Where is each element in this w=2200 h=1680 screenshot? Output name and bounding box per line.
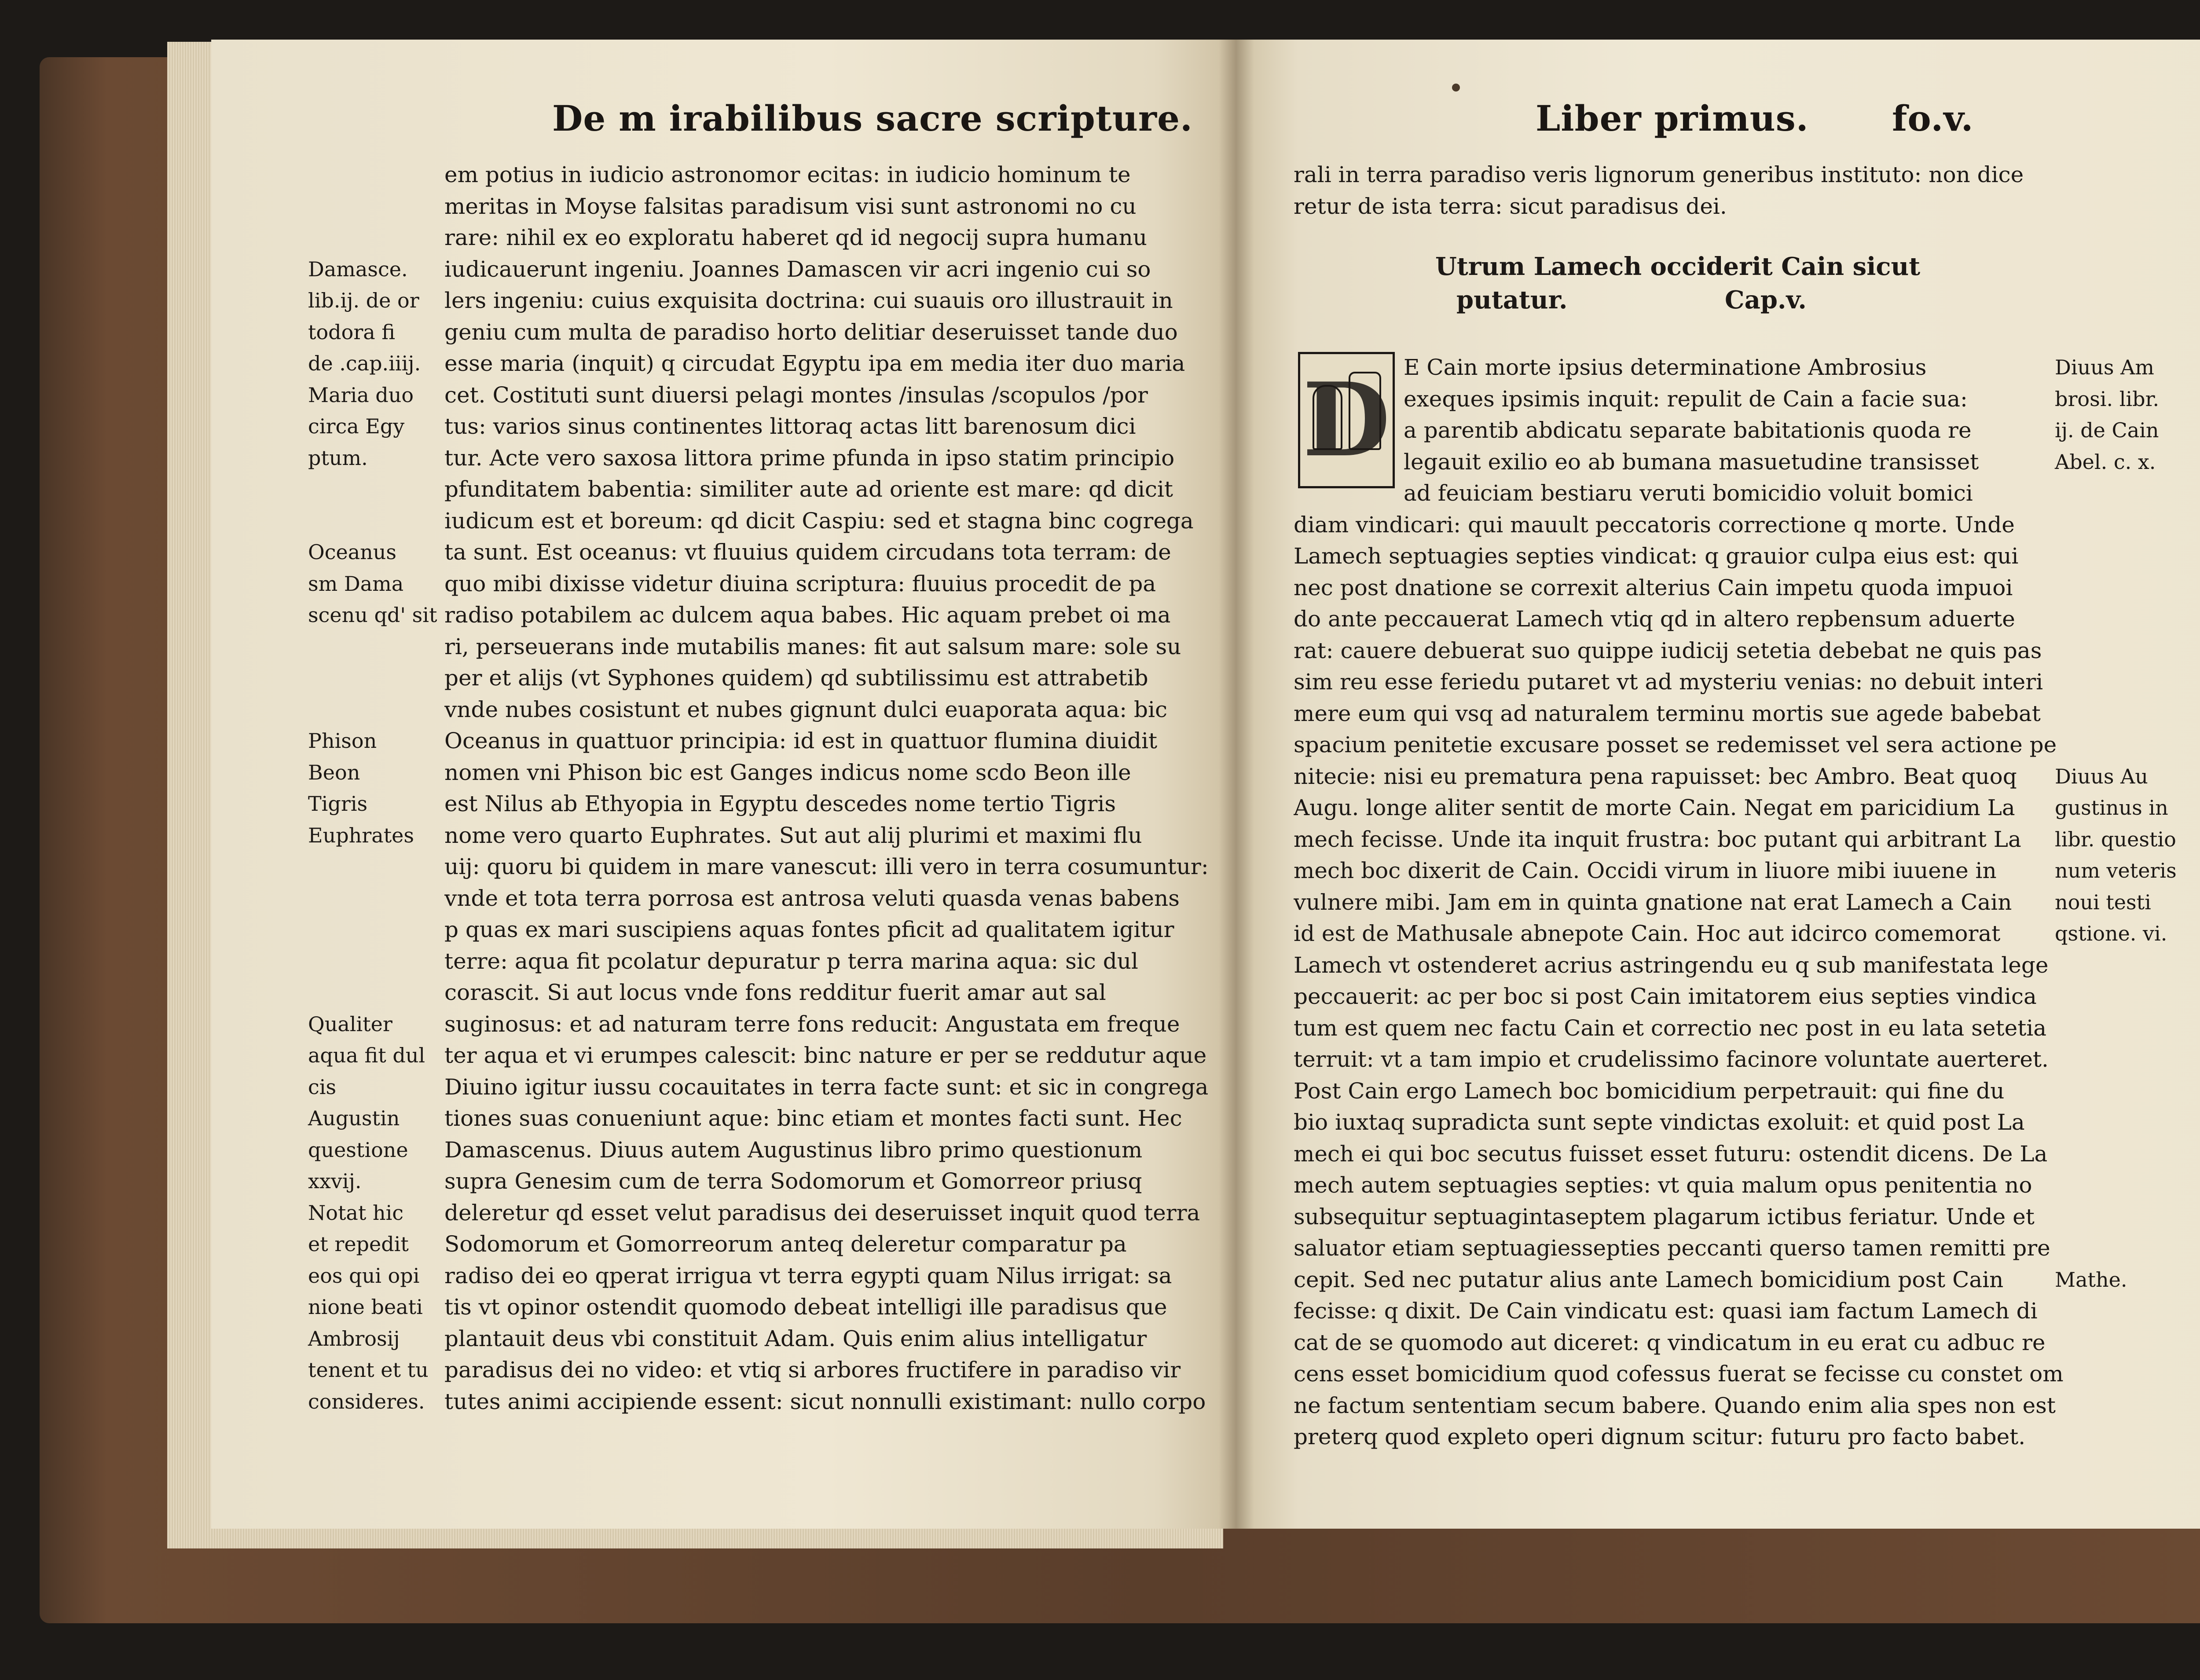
margin-note-line: todora fi: [308, 320, 396, 344]
margin-note-line: ptum.: [308, 446, 368, 470]
body-line: nec post dnatione se correxit alterius Cain impetu quoda impuoi: [1294, 575, 2013, 600]
margin-note-line: lib.ij. de or: [308, 289, 419, 312]
margin-note-line: de .cap.iiij.: [308, 351, 421, 375]
body-line: quo mibi dixisse videtur diuina scriptura: fluuius procedit de pa: [444, 571, 1156, 597]
margin-note: [308, 1009, 429, 1418]
right-top-text: [1294, 159, 2024, 222]
body-line: meritas in Moyse falsitas paradisum visi sunt astronomi no cu: [444, 193, 1137, 219]
body-line: suginosus: et ad naturam terre fons reducit: Angustata em freque: [444, 1011, 1180, 1037]
body-line: esse maria (inquit) q circudat Egyptu ipa em media iter duo maria: [444, 351, 1185, 376]
body-line: Lamech septuagies septies vindicat: q grauior culpa eius est: qui: [1294, 543, 2019, 569]
margin-note-line: noui testi: [2055, 890, 2151, 914]
margin-note-line: ij. de Cain: [2055, 418, 2159, 442]
body-line: exeques ipsimis inquit: repulit de Cain a facie sua:: [1404, 386, 1968, 412]
folio-number: fo.v.: [1892, 98, 1974, 139]
body-line: mech autem septuagies septies: vt quia malum opus penitentia no: [1294, 1172, 2032, 1198]
margin-note-line: consideres.: [308, 1389, 425, 1413]
body-line: preterq quod expleto operi dignum scitur: futuru pro facto babet.: [1294, 1424, 2026, 1449]
margin-note: [2055, 352, 2159, 478]
margin-note-line: Notat hic: [308, 1201, 404, 1225]
body-line: plantauit deus vbi constituit Adam. Quis enim alius intelligatur: [444, 1325, 1147, 1351]
body-line: bio iuxtaq supradicta sunt septe vindictas exoluit: et quid post La: [1294, 1109, 2025, 1135]
margin-note: [308, 725, 414, 851]
margin-note-line: Damasce.: [308, 257, 408, 281]
body-line: vnde et tota terra porrosa est antrosa veluti quasda venas babens: [444, 885, 1180, 911]
margin-note: [2055, 761, 2177, 950]
margin-note-line: Qualiter: [308, 1012, 392, 1036]
body-line: iudicauerunt ingeniu. Joannes Damascen vir acri ingenio cui so: [444, 256, 1151, 282]
margin-note-line: xxvij.: [308, 1169, 362, 1193]
body-line: subsequitur septuagintaseptem plagarum ictibus feriatur. Unde et: [1294, 1204, 2035, 1230]
margin-note-line: Euphrates: [308, 823, 414, 847]
margin-note-line: Augustin: [308, 1106, 400, 1130]
pin-mark: [1452, 84, 1460, 92]
body-line: tis vt opinor ostendit quomodo debeat intelligi ille paradisus que: [444, 1294, 1167, 1320]
body-line: do ante peccauerat Lamech vtiq qd in altero repbensum aduerte: [1294, 606, 2015, 632]
body-line: radiso potabilem ac dulcem aqua babes. Hic aquam prebet oi ma: [444, 602, 1171, 628]
initial-letter: D: [1302, 361, 1390, 479]
body-line: corascit. Si aut locus vnde fons redditur fuerit amar aut sal: [444, 980, 1106, 1005]
body-line: rali in terra paradiso veris lignorum generibus instituto: non dice: [1294, 162, 2024, 187]
body-line: mech boc dixerit de Cain. Occidi virum in liuore mibi iuuene in: [1294, 858, 1997, 883]
body-line: ne factum sententiam secum babere. Quando enim alia spes non est: [1294, 1392, 2056, 1418]
margin-note-line: qstione. vi.: [2055, 922, 2167, 945]
book-gutter: [1219, 40, 1254, 1529]
body-line: ta sunt. Est oceanus: vt fluuius quidem circudans tota terram: de: [444, 539, 1171, 565]
body-line: Lamech vt ostenderet acrius astringendu eu q sub manifestata lege: [1294, 952, 2049, 978]
body-line: uij: quoru bi quidem in mare vanescut: illi vero in terra cosumuntur:: [444, 854, 1209, 879]
right-body-text: [1294, 352, 2064, 1453]
body-line: cet. Costituti sunt diuersi pelagi montes /insulas /scopulos /por: [444, 382, 1148, 408]
margin-note-line: Mathe.: [2055, 1267, 2127, 1292]
body-line: mere eum qui vsq ad naturalem terminu mortis sue agede babebat: [1294, 700, 2041, 726]
margin-note-line: Oceanus: [308, 540, 396, 564]
body-line: a parentib abdicatu separate babitationis quoda re: [1404, 417, 1972, 443]
chapter-heading-line-1: Utrum Lamech occiderit Cain sicut: [1435, 252, 1921, 281]
body-line: mech ei qui boc secutus fuisset esset futuru: ostendit dicens. De La: [1294, 1141, 2048, 1167]
body-line: tus: varios sinus continentes littoraq actas litt barenosum dici: [444, 414, 1136, 439]
body-line: Damascenus. Diuus autem Augustinus libro primo questionum: [444, 1137, 1143, 1163]
margin-note-line: questione: [308, 1138, 408, 1162]
body-line: rare: nihil ex eo exploratu haberet qd id negocij supra humanu: [444, 225, 1147, 250]
body-line: per et alijs (vt Syphones quidem) qd subtilissimu est attrabetib: [444, 665, 1148, 691]
margin-note-line: cis: [308, 1075, 337, 1099]
body-line: Post Cain ergo Lamech boc bomicidium perpetrauit: qui fine du: [1294, 1078, 2005, 1104]
margin-note-line: Diuus Au: [2055, 764, 2148, 788]
body-line: radiso dei eo qperat irrigua vt terra egypti quam Nilus irrigat: sa: [444, 1263, 1172, 1288]
body-line: rat: cauere debuerat suo quippe iudicij setetia debebat ne quis pas: [1294, 637, 2042, 663]
margin-note-line: num veteris: [2055, 859, 2177, 882]
margin-note-line: nione beati: [308, 1295, 423, 1319]
body-line: E Cain morte ipsius determinatione Ambrosius: [1404, 355, 1927, 380]
body-line: tutes animi accipiende essent: sicut nonnulli existimant: nullo corpo: [444, 1388, 1206, 1414]
margin-note-line: gustinus in: [2055, 796, 2168, 820]
body-line: Sodomorum et Gomorreorum anteq deleretur comparatur pa: [444, 1231, 1127, 1257]
margin-note-line: Beon: [308, 760, 360, 784]
body-line: Oceanus in quattuor principia: id est in quattuor flumina diuidit: [444, 728, 1158, 754]
margin-note-line: et repedit: [308, 1232, 409, 1256]
body-line: mech fecisse. Unde ita inquit frustra: boc putant qui arbitrant La: [1294, 826, 2021, 852]
margin-note-line: brosi. libr.: [2055, 387, 2160, 411]
body-line: cens esset bomicidium quod cofessus fuerat se fecisse cu constet om: [1294, 1361, 2064, 1387]
body-line: nitecie: nisi eu prematura pena rapuisset: bec Ambro. Beat quoq: [1294, 763, 2017, 789]
body-line: est Nilus ab Ethyopia in Egyptu descedes nome tertio Tigris: [444, 791, 1116, 816]
body-line: tiones suas conueniunt aque: binc etiam et montes facti sunt. Hec: [444, 1105, 1182, 1131]
body-line: fecisse: q dixit. De Cain vindicatu est: quasi iam factum Lamech di: [1294, 1298, 2038, 1324]
body-line: supra Genesim cum de terra Sodomorum et Gomorreor priusq: [444, 1168, 1142, 1194]
body-line: peccauerit: ac per boc si post Cain imitatorem eius septies vindica: [1294, 984, 2037, 1009]
chapter-label: Cap.v.: [1725, 285, 1807, 315]
margin-note: [308, 537, 437, 631]
body-line: em potius in iudicio astronomor ecitas: in iudicio hominum te: [444, 162, 1131, 187]
body-line: saluator etiam septuagiessepties peccanti querso tamen remitti pre: [1294, 1235, 2050, 1261]
body-line: legauit exilio eo ab bumana masuetudine transisset: [1404, 449, 1979, 475]
body-line: iudicum est et boreum: qd dicit Caspiu: sed et stagna binc cogrega: [444, 508, 1194, 534]
margin-note-line: Diuus Am: [2055, 355, 2154, 379]
body-line: sim reu esse feriedu putaret vt ad mysteriu venias: no debuit interi: [1294, 669, 2043, 695]
margin-note-line: Maria duo: [308, 383, 414, 407]
body-line: terruit: vt a tam impio et crudelissimo facinore voluntate auerteret.: [1294, 1047, 2049, 1072]
margin-note-line: Phison: [308, 729, 377, 753]
body-line: nomen vni Phison bic est Ganges indicus nome scdo Beon ille: [444, 759, 1131, 785]
margin-note-line: Ambrosij: [308, 1326, 400, 1351]
body-line: nome vero quarto Euphrates. Sut aut alij plurimi et maximi flu: [444, 822, 1142, 848]
right-running-head: Liber primus.: [1536, 98, 1809, 139]
body-line: geniu cum multa de paradiso horto delitiar deseruisset tande duo: [444, 319, 1178, 345]
body-line: ri, perseuerans inde mutabilis manes: fit aut salsum mare: sole su: [444, 633, 1181, 659]
margin-note-line: scenu qd' sit: [308, 603, 437, 627]
left-body-text: [444, 159, 1209, 1417]
margin-note-line: circa Egy: [308, 414, 405, 438]
body-line: vnde nubes cosistunt et nubes gignunt dulci euaporata aqua: bic: [444, 696, 1167, 722]
body-line: diam vindicari: qui mauult peccatoris correctione q morte. Unde: [1294, 512, 2015, 538]
body-line: cepit. Sed nec putatur alius ante Lamech bomicidium post Cain: [1294, 1266, 2004, 1292]
body-line: paradisus dei no video: et vtiq si arbores fructifere in paradiso vir: [444, 1357, 1181, 1383]
chapter-heading-line-2: putatur.: [1456, 285, 1568, 315]
body-line: tur. Acte vero saxosa littora prime pfunda in ipso statim principio: [444, 445, 1175, 471]
body-line: spacium penitetie excusare posset se redemisset vel sera actione pe: [1294, 732, 2057, 758]
margin-note: [2055, 1264, 2127, 1296]
left-running-head: De m irabilibus sacre scripture.: [552, 98, 1193, 139]
body-line: p quas ex mari suscipiens aquas fontes pficit ad qualitatem igitur: [444, 917, 1174, 942]
body-line: pfunditatem babentia: similiter aute ad oriente est mare: qd dicit: [444, 476, 1173, 502]
margin-note-line: Abel. c. x.: [2055, 450, 2156, 474]
body-line: terre: aqua fit pcolatur depuratur p terra marina aqua: sic dul: [444, 948, 1138, 974]
margin-note-line: Tigris: [308, 792, 368, 816]
body-line: id est de Mathusale abnepote Cain. Hoc aut idcirco comemorat: [1294, 921, 2001, 946]
margin-note-line: aqua fit dul: [308, 1043, 425, 1067]
body-line: Diuino igitur iussu cocauitates in terra facte sunt: et sic in congrega: [444, 1074, 1209, 1100]
margin-note-line: libr. questio: [2055, 827, 2176, 851]
body-line: ad feuiciam bestiaru veruti bomicidio voluit bomici: [1404, 480, 1973, 506]
margin-note-line: sm Dama: [308, 571, 404, 596]
body-line: lers ingeniu: cuius exquisita doctrina: cui suauis oro illustrauit in: [444, 288, 1173, 313]
margin-note-line: tenent et tu: [308, 1358, 429, 1382]
margin-note: [308, 254, 421, 474]
body-line: deleretur qd esset velut paradisus dei deseruisset inquit quod terra: [444, 1200, 1200, 1226]
body-line: ter aqua et vi erumpes calescit: binc nature er per se reddutur aque: [444, 1043, 1207, 1068]
margin-note-line: eos qui opi: [308, 1263, 420, 1288]
body-line: cat de se quomodo aut diceret: q vindicatum in eu erat cu adbuc re: [1294, 1329, 2046, 1355]
body-line: Augu. longe aliter sentit de morte Cain. Negat em paricidium La: [1294, 795, 2015, 820]
body-line: retur de ista terra: sicut paradisus dei.: [1294, 193, 1727, 219]
body-line: tum est quem nec factu Cain et correctio nec post in eu lata setetia: [1294, 1015, 2047, 1041]
body-line: vulnere mibi. Jam em in quinta gnatione nat erat Lamech a Cain: [1294, 889, 2012, 915]
